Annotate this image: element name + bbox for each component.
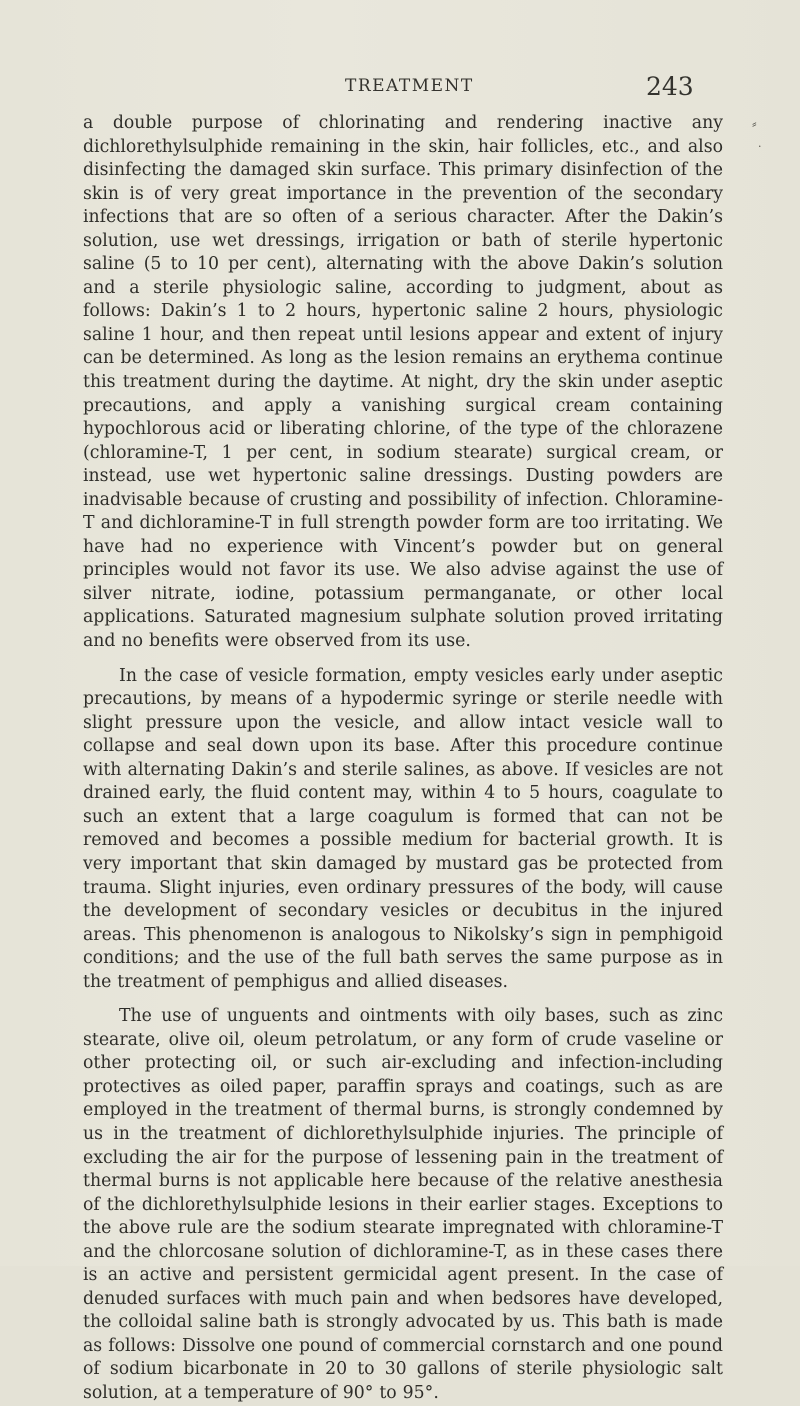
running-title: TREATMENT (345, 76, 474, 96)
page-header (0, 72, 800, 104)
margin-pencil-mark: ⸗ (752, 116, 757, 132)
paragraph-3: The use of unguents and ointments with oily bases, such as zinc stearate, olive oil, oleum petrolatum, or any form of crude vaseline or other protecting oil, or such air-excluding and infection-including protectives as oiled paper, paraffin sprays and coatings, such as are employed in the treatment of thermal burns, is strongly condemned by us in the treatment of dichlorethylsulphide injuries. The principle of excluding the air for the purpose of lessening pain in the treatment of thermal burns is not applicable here because of the relative anesthesia of the dichlorethylsulphide lesions in their earlier stages. Exceptions to the above rule are the sodium stearate impregnated with chloramine-T and the chlorcosane solution of dichloramine-T, as in these cases there is an active and persistent germicidal agent present. In the case of denuded surfaces with much pain and when bedsores have developed, the colloidal saline bath is strongly advocated by us. This bath is made as follows: Dissolve one pound of commercial cornstarch and one pound of sodium bicarbonate in 20 to 30 gallons of sterile physiologic salt solution, at a temperature of 90° to 95°. (83, 1006, 723, 1403)
paragraph-1: a double purpose of chlorinating and rendering inactive any dichlorethylsulphide remaining in the skin, hair follicles, etc., and also disinfecting the damaged skin surface. This primary disinfection of the skin is of very great importance in the prevention of the secondary infections that are so often of a serious character. After the Dakin’s solution, use wet dressings, irrigation or bath of sterile hypertonic saline (5 to 10 per cent), alternating with the above Dakin’s solution and a sterile physiologic saline, according to judgment, about as follows: Dakin’s 1 to 2 hours, hypertonic saline 2 hours, physiologic saline 1 hour, and then repeat until lesions appear and extent of injury can be determined. As long as the lesion remains an erythema continue this treatment during the daytime. At night, dry the skin under aseptic precautions, and apply a vanishing surgical cream containing hypochlorous acid or liberating chlorine, of the type of the chlorazene (chloramine-T, 1 per cent, in sodium stearate) surgical cream, or instead, use wet hypertonic saline dressings. Dusting powders are inadvisable because of crusting and possibility of infection. Chloramine-T and dichloramine-T in full strength powder form are too irritating. We have had no experience with Vincent’s powder but on general principles would not favor its use. We also advise against the use of silver nitrate, iodine, potassium permanganate, or other local applications. Saturated magnesium sulphate solution proved irritating and no benefits were observed from its use. (83, 113, 723, 652)
margin-speck-mark: · (758, 140, 762, 153)
page-number: 243 (646, 72, 694, 101)
body-text (83, 112, 723, 1406)
paragraph-2: In the case of vesicle formation, empty vesicles early under aseptic precautions, by means of a hypodermic syringe or sterile needle with slight pressure upon the vesicle, and allow intact vesicle wall to collapse and seal down upon its base. After this procedure continue with alternating Dakin’s and sterile salines, as above. If vesicles are not drained early, the fluid content may, within 4 to 5 hours, coagulate to such an extent that a large coagulum is formed that can not be removed and becomes a possible medium for bacterial growth. It is very important that skin damaged by mustard gas be protected from trauma. Slight injuries, even ordinary pressures of the body, will cause the development of secondary vesicles or decubitus in the injured areas. This phenomenon is analogous to Nikolsky’s sign in pemphigoid conditions; and the use of the full bath serves the same purpose as in the treatment of pemphigus and allied diseases. (83, 665, 723, 992)
